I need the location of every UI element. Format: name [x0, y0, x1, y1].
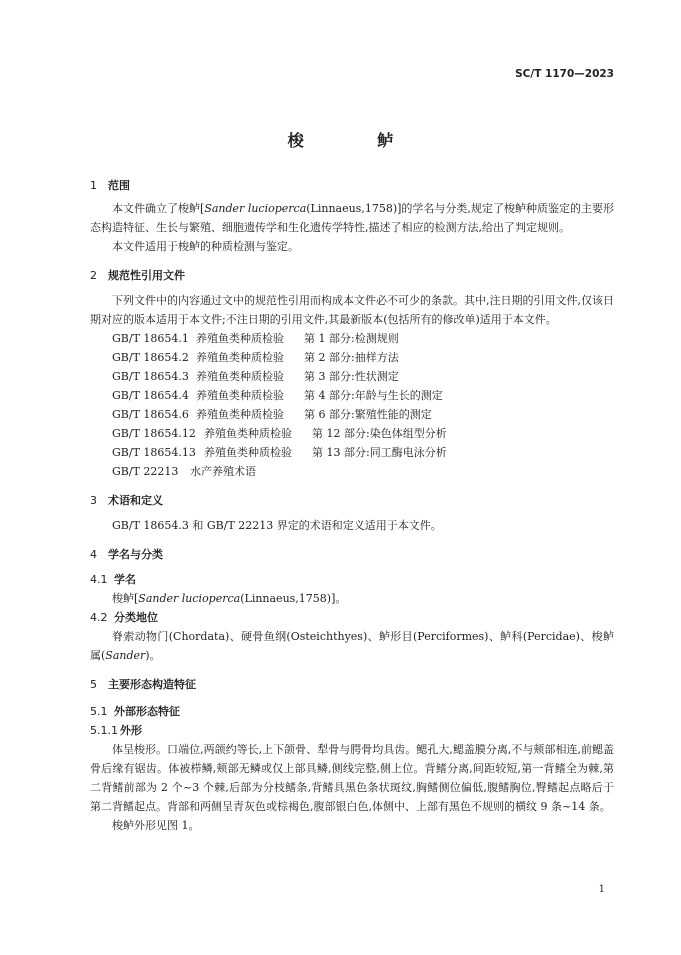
figure-reference: 梭鲈外形见图 1。 [112, 819, 200, 832]
section-title: 外形 [120, 724, 142, 737]
subsection-4-1-heading [90, 570, 614, 589]
reference-item: GB/T 18654.13 养殖鱼类种质检验 第 13 部分:同工酶电泳分析 [112, 446, 447, 459]
section-number: 5.1.1 [90, 724, 118, 737]
section-number: 4.2 [90, 611, 108, 624]
morphology-paragraph: 体呈梭形。口端位,两颌约等长,上下颌骨、犁骨与腭骨均具齿。鳃孔大,鳃盖膜分离,不与颊部相连,前鳃盖骨后缘有锯齿。体被栉鳞,颊部无鳞或仅上部具鳞,侧线完整,侧上位。背鳍分离,间距较短,第一背鳍全为棘,第二背鳍前部为 2 个~3 个棘,后部为分枝鳍条,背鳍具黑色条状斑纹,胸鳍侧位偏低,腹鳍胸位,臀鳍起点略后于第二背鳍起点。背部和两侧呈青灰色或棕褐色,腹部银白色,体侧中、上部有黑色不规则的横纹 9 条~14 条。 [90, 743, 614, 813]
subsection-5-1-heading [90, 702, 614, 721]
reference-item: GB/T 18654.1 养殖鱼类种质检验 第 1 部分:检测规则 [112, 332, 399, 345]
reference-item: GB/T 18654.4 养殖鱼类种质检验 第 4 部分:年龄与生长的测定 [112, 389, 443, 402]
references-intro: 下列文件中的内容通过文中的规范性引用而构成本文件必不可少的条款。其中,注日期的引用文件,仅该日期对应的版本适用于本文件;不注日期的引用文件,其最新版本(包括所有的修改单)适用于本文件。 [90, 294, 614, 326]
species-name: Sander lucioperca [204, 202, 307, 215]
section-5-heading [90, 675, 614, 694]
genus-name: Sander [105, 649, 146, 662]
species-name: Sander lucioperca [138, 592, 241, 605]
section-4-heading [90, 545, 614, 564]
reference-item: GB/T 22213 水产养殖术语 [112, 465, 256, 478]
document-body [90, 176, 614, 835]
scope-applicability: 本文件适用于梭鲈的种质检测与鉴定。 [112, 240, 299, 253]
subsection-4-2-heading [90, 608, 614, 627]
standard-code: SC/T 1170—2023 [515, 68, 614, 80]
scope-paragraph: 本文件确立了梭鲈[Sander lucioperca(Linnaeus,1758)]的学名与分类,规定了梭鲈种质鉴定的主要形态构造特征、生长与繁殖、细胞遗传学和生化遗传学特性,描述了相应的检测方法,给出了判定规则。 [90, 202, 614, 234]
subsection-5-1-1-heading [90, 721, 614, 740]
reference-item: GB/T 18654.3 养殖鱼类种质检验 第 3 部分:性状测定 [112, 370, 399, 383]
section-2-heading [90, 266, 614, 285]
taxonomy-paragraph: 脊索动物门(Chordata)、硬骨鱼纲(Osteichthyes)、鲈形目(Perciformes)、鲈科(Percidae)、梭鲈属(Sander)。 [90, 630, 614, 662]
section-number: 2 [90, 269, 97, 282]
section-title: 规范性引用文件 [108, 269, 185, 282]
section-3-heading [90, 491, 614, 510]
reference-item: GB/T 18654.2 养殖鱼类种质检验 第 2 部分:抽样方法 [112, 351, 399, 364]
section-title: 主要形态构造特征 [108, 678, 196, 691]
section-title: 学名 [114, 573, 136, 586]
scientific-name: 梭鲈[Sander lucioperca(Linnaeus,1758)]。 [112, 592, 347, 605]
section-number: 3 [90, 494, 97, 507]
section-number: 4.1 [90, 573, 108, 586]
section-number: 5.1 [90, 705, 108, 718]
page-title: 梭 鲈 [287, 131, 428, 150]
section-number: 4 [90, 548, 97, 561]
section-title: 范围 [108, 179, 130, 192]
section-title: 分类地位 [114, 611, 158, 624]
section-number: 5 [90, 678, 97, 691]
section-title: 学名与分类 [108, 548, 163, 561]
reference-list [90, 329, 614, 481]
section-title: 术语和定义 [108, 494, 163, 507]
section-1-heading [90, 176, 614, 195]
page-number: 1 [598, 884, 605, 895]
terms-paragraph: GB/T 18654.3 和 GB/T 22213 界定的术语和定义适用于本文件。 [112, 519, 442, 532]
section-number: 1 [90, 179, 97, 192]
reference-item: GB/T 18654.6 养殖鱼类种质检验 第 6 部分:繁殖性能的测定 [112, 408, 432, 421]
reference-item: GB/T 18654.12 养殖鱼类种质检验 第 12 部分:染色体组型分析 [112, 427, 447, 440]
section-title: 外部形态特征 [114, 705, 180, 718]
